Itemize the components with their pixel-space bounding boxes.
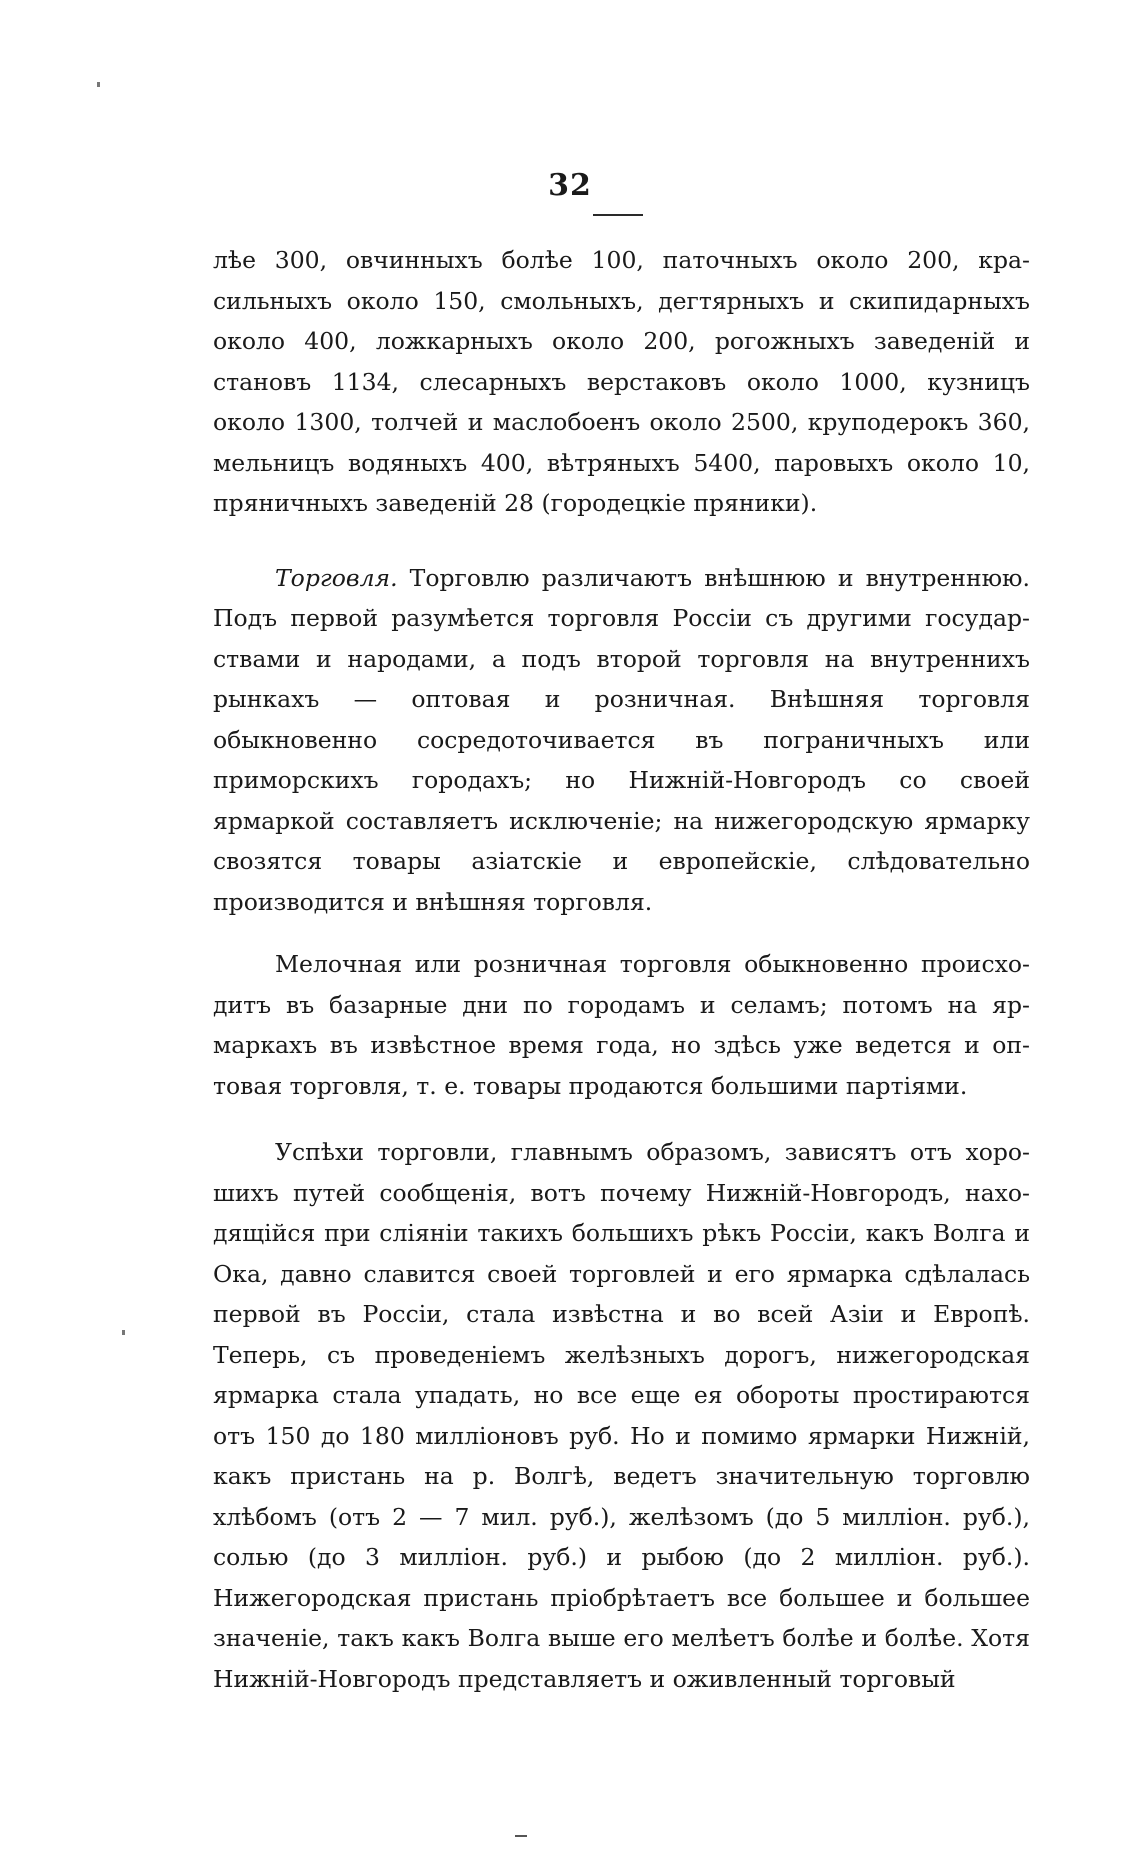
- body-text: [213, 240, 1030, 1699]
- paragraph-trade-types: [213, 558, 1030, 923]
- paragraph-industry-list: лѣе 300, овчинныхъ болѣе 100, паточныхъ около 200, красильныхъ около 150, смольныхъ, дегтярныхъ и скипидарныхъ около 400, ложкарныхъ около 200, рогожныхъ заведеній и становъ 1134, слесарныхъ верстаковъ около 1000, кузницъ около 1300, толчей и маслобоенъ около 2500, круподерокъ 360, мельницъ водяныхъ 400, вѣтряныхъ 5400, паровыхъ около 10, пряничныхъ заведеній 28 (городецкіе пряники).: [213, 246, 1030, 517]
- scan-speck: [122, 1330, 125, 1335]
- scan-speck: [97, 82, 100, 87]
- page-number: 32: [548, 168, 592, 203]
- scan-mark: [515, 1835, 527, 1837]
- paragraph-retail-trade: Мелочная или розничная торговля обыкновенно происходитъ въ базарные дни по городамъ и селамъ; потомъ на ярмаркахъ въ извѣстное время года, но здѣсь уже ведется и оптовая торговля, т. е. товары продаются большими партіями.: [213, 950, 1030, 1100]
- page-number-underline: [593, 214, 643, 216]
- paragraph-trade-types-body: Торговлю различаютъ внѣшнюю и внутреннюю. Подъ первой разумѣется торговля Россіи съ другими государствами и народами, а подъ второй торговля на внутреннихъ рынкахъ — оптовая и розничная. Внѣшняя торговля обыкновенно сосредоточивается въ пограничныхъ или приморскихъ городахъ; но Нижній-Новгородъ со своей ярмаркой составляетъ исключеніе; на нижегородскую ярмарку свозятся товары азіатскіе и европейскіе, слѣдовательно производится и внѣшняя торговля.: [213, 563, 1030, 916]
- section-heading-trade: Торговля.: [275, 563, 398, 592]
- paragraph-trade-success: Успѣхи торговли, главнымъ образомъ, зависятъ отъ хорошихъ путей сообщенія, вотъ почему Нижній-Новгородъ, находящійся при сліяніи такихъ большихъ рѣкъ Россіи, какъ Волга и Ока, давно славится своей торговлей и его ярмарка сдѣлалась первой въ Россіи, стала извѣстна и во всей Азіи и Европѣ. Теперь, съ проведеніемъ желѣзныхъ дорогъ, нижегородская ярмарка стала упадать, но все еще ея обороты простираются отъ 150 до 180 милліоновъ руб. Но и помимо ярмарки Нижній, какъ пристань на р. Волгѣ, ведетъ значительную торговлю хлѣбомъ (отъ 2 — 7 мил. руб.), желѣзомъ (до 5 милліон. руб.), солью (до 3 милліон. руб.) и рыбою (до 2 милліон. руб.). Нижегородская пристань пріобрѣтаетъ все большее и большее значеніе, такъ какъ Волга выше его мелѣетъ болѣе и болѣе. Хотя Нижній-Новгородъ представляетъ и оживленный торговый: [213, 1138, 1030, 1693]
